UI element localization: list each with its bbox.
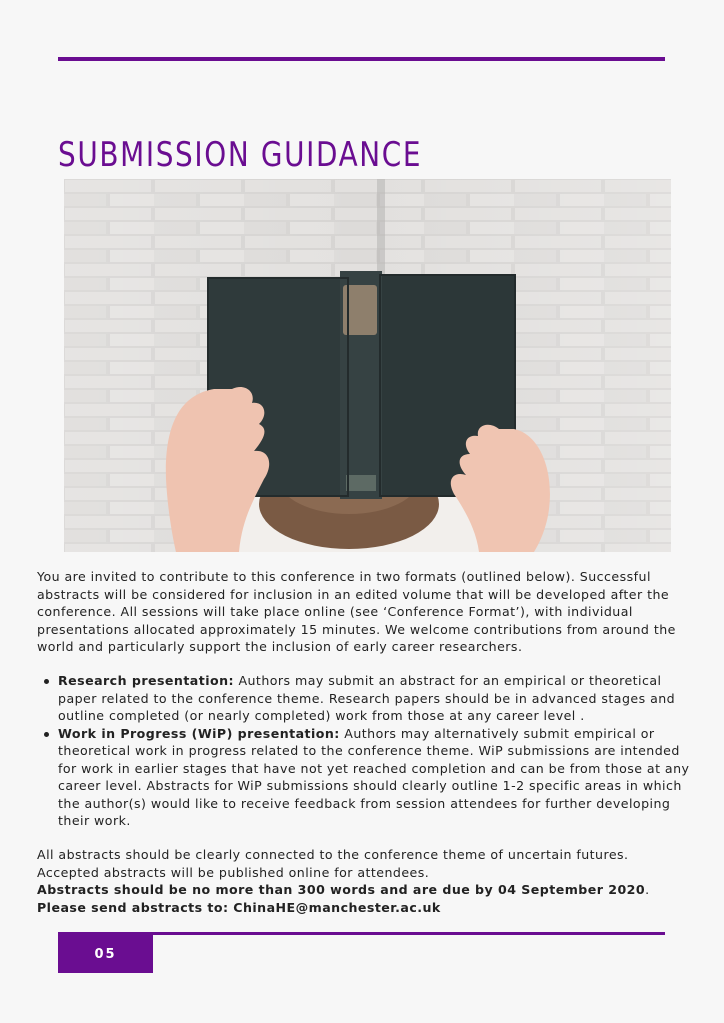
closing-block [37,846,697,916]
closing-line: Accepted abstracts will be published online for attendees. [37,864,430,880]
top-divider [58,57,665,61]
format-list [37,672,697,830]
list-item [37,672,697,725]
contact-text: Please send abstracts to: ChinaHE@manchester.ac.uk [37,899,441,915]
format-description: Authors may alternatively submit empirical or theoretical work in progress related to the conference theme. WiP submissions are intended for work in earlier stages that have not yet reached completion and can be from those at any career level. Abstracts for WiP submissions should clearly outline 1-2 specific areas in which the author(s) would like to receive feedback from session attendees for further developing their work. [58,725,690,828]
closing-line: All abstracts should be clearly connected to the conference theme of uncertain futures. [37,847,629,862]
format-label: Work in Progress (WiP) presentation: [58,725,340,741]
page-number-badge [58,935,153,973]
deadline-period: . [645,882,650,897]
intro-paragraph: You are invited to contribute to this conference in two formats (outlined below). Successful abstracts will be considered for inclusion in an edited volume that will be developed after the conference. All sessions will take place online (see ‘Conference Format’), with individual presentations allocated approximately 15 minutes. We welcome contributions from around the world and particularly support the inclusion of early career researchers. [37,569,676,654]
format-description: Authors may submit an abstract for an empirical or theoretical paper related to the conference theme. Research papers should be in advanced stages and outline completed (or nearly completed) work from those at any career level . [58,673,676,723]
page-number: 05 [94,946,117,962]
format-label: Research presentation: [58,673,234,688]
deadline-text: Abstracts should be no more than 300 words and are due by 04 September 2020 [37,882,646,897]
book-reader-illustration [64,179,671,552]
contact-line [37,899,697,917]
header-photo [64,179,671,552]
page-title: SUBMISSION GUIDANCE [58,134,423,175]
deadline-line [37,881,697,899]
list-item [37,725,697,830]
